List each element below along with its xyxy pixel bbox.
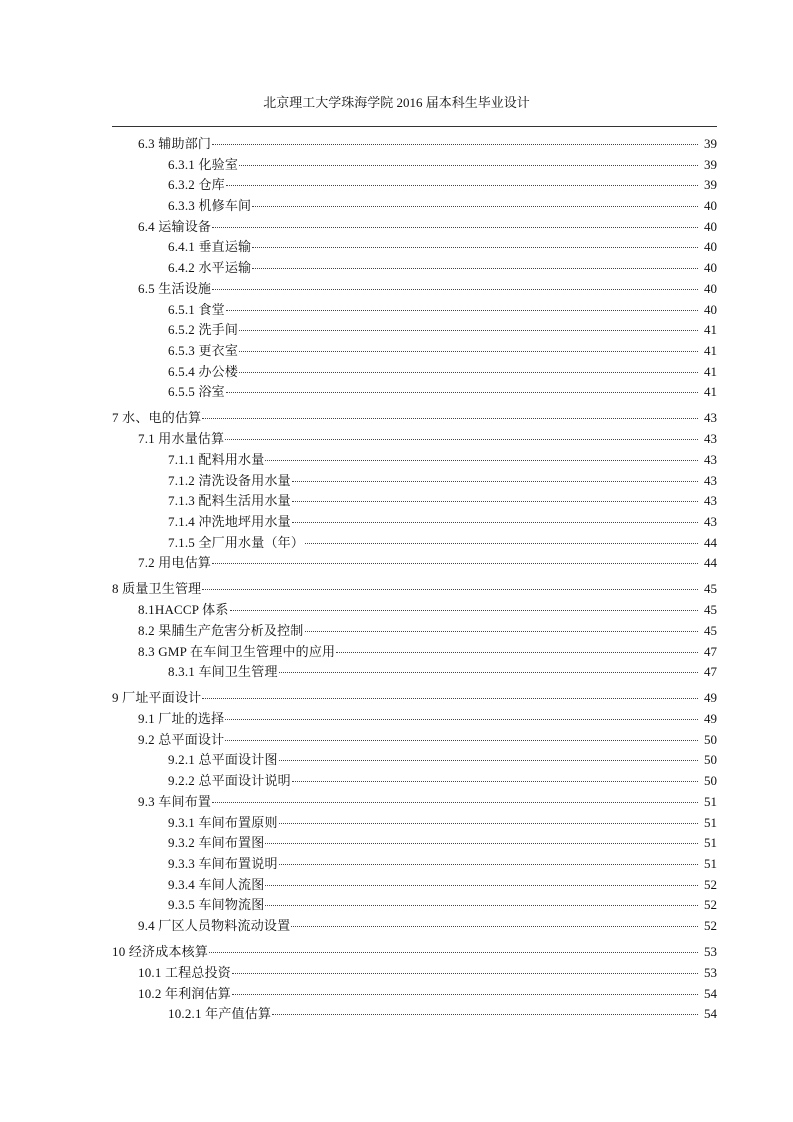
toc-entry[interactable] <box>112 621 717 642</box>
toc-entry-label: 9.3.5 车间物流图 <box>168 897 265 913</box>
toc-entry-label: 9.2.2 总平面设计说明 <box>168 773 291 789</box>
toc-page-number: 41 <box>704 342 717 358</box>
dot-leader <box>292 501 698 502</box>
toc-entry[interactable] <box>112 854 717 875</box>
dot-leader <box>252 206 698 207</box>
toc-entry-label: 7.1.3 配料生活用水量 <box>168 493 291 509</box>
toc-page-number: 44 <box>704 555 717 571</box>
dot-leader <box>225 740 698 741</box>
toc-page-number: 53 <box>704 964 717 980</box>
toc-entry-label: 8.2 果脯生产危害分析及控制 <box>138 622 304 638</box>
toc-page-number: 41 <box>704 384 717 400</box>
toc-entry[interactable] <box>112 279 717 300</box>
toc-entry-label: 9 厂址平面设计 <box>112 690 202 706</box>
dot-leader <box>292 522 698 523</box>
toc-entry-label: 9.1 厂址的选择 <box>138 711 225 727</box>
toc-entry-label: 8 质量卫生管理 <box>112 581 202 597</box>
toc-entry-label: 7.2 用电估算 <box>138 555 212 571</box>
toc-entry[interactable] <box>112 916 717 937</box>
toc-page-number: 47 <box>704 643 717 659</box>
toc-page-number: 43 <box>704 472 717 488</box>
toc-entry-label: 9.4 厂区人员物料流动设置 <box>138 917 291 933</box>
toc-entry[interactable] <box>112 750 717 771</box>
dot-leader <box>239 372 698 373</box>
toc-page-number: 45 <box>704 602 717 618</box>
dot-leader <box>292 481 698 482</box>
toc-entry-label: 6.4 运输设备 <box>138 218 212 234</box>
dot-leader <box>212 227 698 228</box>
toc-entry-label: 6.4.2 水平运输 <box>168 260 252 276</box>
toc-page-number: 49 <box>704 711 717 727</box>
toc-page-number: 39 <box>704 156 717 172</box>
toc-entry[interactable] <box>112 450 717 471</box>
header-rule <box>112 126 717 127</box>
toc-page-number: 40 <box>704 239 717 255</box>
toc-page-number: 49 <box>704 690 717 706</box>
toc-page-number: 41 <box>704 363 717 379</box>
toc-page-number: 40 <box>704 260 717 276</box>
dot-leader <box>279 864 698 865</box>
dot-leader <box>239 165 698 166</box>
toc-entry[interactable] <box>112 175 717 196</box>
toc-entry-label: 6.3.1 化验室 <box>168 156 239 172</box>
toc-page-number: 39 <box>704 136 717 151</box>
running-header: 北京理工大学珠海学院 2016 届本科生毕业设计 <box>263 95 530 110</box>
dot-leader <box>212 289 698 290</box>
toc-chapter-entry[interactable] <box>112 942 717 963</box>
toc-entry[interactable] <box>112 1004 717 1025</box>
toc-entry[interactable] <box>112 895 717 916</box>
toc-entry-label: 10.2.1 年产值估算 <box>168 1006 272 1022</box>
toc-page-number: 51 <box>704 814 717 830</box>
toc-page-number: 50 <box>704 731 717 747</box>
toc-page-number: 51 <box>704 855 717 871</box>
toc-page-number: 44 <box>704 534 717 550</box>
toc-entry-label: 9.3.4 车间人流图 <box>168 876 265 892</box>
toc-page-number: 39 <box>704 177 717 193</box>
toc-entry[interactable] <box>112 730 717 751</box>
dot-leader <box>279 823 698 824</box>
toc-page-number: 40 <box>704 280 717 296</box>
toc-entry[interactable] <box>112 512 717 533</box>
toc-chapter-entry[interactable] <box>112 688 717 709</box>
table-of-contents <box>112 134 717 1025</box>
toc-entry[interactable] <box>112 491 717 512</box>
dot-leader <box>225 719 698 720</box>
toc-entry[interactable] <box>112 217 717 238</box>
toc-entry-label: 7.1.2 清洗设备用水量 <box>168 472 291 488</box>
toc-entry-label: 7.1.4 冲洗地坪用水量 <box>168 513 291 529</box>
toc-entry-label: 6.5.2 洗手间 <box>168 322 239 338</box>
toc-entry-label: 6.3.3 机修车间 <box>168 198 252 214</box>
toc-entry[interactable] <box>112 813 717 834</box>
toc-entry-label: 6.4.1 垂直运输 <box>168 239 252 255</box>
toc-page-number: 54 <box>704 985 717 1001</box>
dot-leader <box>239 330 698 331</box>
dot-leader <box>336 652 698 653</box>
toc-entry[interactable] <box>112 984 717 1005</box>
toc-entry-label: 7.1.5 全厂用水量（年） <box>168 534 305 550</box>
toc-page-number: 41 <box>704 322 717 338</box>
toc-entry[interactable] <box>112 553 717 574</box>
dot-leader <box>202 418 698 419</box>
dot-leader <box>265 843 698 844</box>
dot-leader <box>265 460 698 461</box>
toc-chapter-entry[interactable] <box>112 408 717 429</box>
toc-entry[interactable] <box>112 134 717 155</box>
dot-leader <box>202 589 698 590</box>
toc-page-number: 50 <box>704 773 717 789</box>
toc-entry-label: 7 水、电的估算 <box>112 410 202 426</box>
toc-page-number: 40 <box>704 198 717 214</box>
toc-entry-label: 9.3.3 车间布置说明 <box>168 855 278 871</box>
dot-leader <box>265 885 698 886</box>
toc-entry[interactable] <box>112 709 717 730</box>
toc-page-number: 40 <box>704 301 717 317</box>
toc-page-number: 45 <box>704 581 717 597</box>
dot-leader <box>226 392 698 393</box>
toc-page-number: 52 <box>704 897 717 913</box>
toc-entry-label: 6.5.3 更衣室 <box>168 342 239 358</box>
toc-entry[interactable] <box>112 771 717 792</box>
toc-page-number: 51 <box>704 793 717 809</box>
toc-entry[interactable] <box>112 429 717 450</box>
toc-entry-label: 6.5.4 办公楼 <box>168 363 239 379</box>
dot-leader <box>226 185 698 186</box>
dot-leader <box>252 247 698 248</box>
dot-leader <box>232 973 698 974</box>
toc-page-number: 52 <box>704 917 717 933</box>
toc-entry-label: 6.3.2 仓库 <box>168 177 225 193</box>
dot-leader <box>272 1014 698 1015</box>
dot-leader <box>212 144 698 145</box>
toc-page-number: 43 <box>704 431 717 447</box>
dot-leader <box>226 310 698 311</box>
toc-page-number: 47 <box>704 664 717 680</box>
toc-entry[interactable] <box>112 792 717 813</box>
dot-leader <box>209 952 698 953</box>
toc-entry[interactable] <box>112 320 717 341</box>
toc-entry[interactable] <box>112 341 717 362</box>
toc-entry[interactable] <box>112 833 717 854</box>
toc-entry-label: 10 经济成本核算 <box>112 944 209 960</box>
toc-entry[interactable] <box>112 533 717 554</box>
toc-entry-label: 8.3 GMP 在车间卫生管理中的应用 <box>138 643 336 659</box>
dot-leader <box>239 351 698 352</box>
toc-entry[interactable] <box>112 237 717 258</box>
toc-entry[interactable] <box>112 662 717 683</box>
toc-page-number: 43 <box>704 451 717 467</box>
dot-leader <box>305 543 698 544</box>
dot-leader <box>230 610 698 611</box>
toc-entry[interactable] <box>112 258 717 279</box>
toc-entry[interactable] <box>112 155 717 176</box>
toc-entry[interactable] <box>112 600 717 621</box>
toc-entry-label: 6.5.1 食堂 <box>168 301 225 317</box>
dot-leader <box>279 672 698 673</box>
toc-entry[interactable] <box>112 642 717 663</box>
dot-leader <box>212 802 698 803</box>
toc-page-number: 54 <box>704 1006 717 1022</box>
dot-leader <box>292 781 698 782</box>
toc-entry-label: 8.1HACCP 体系 <box>138 602 229 618</box>
toc-entry-label: 6.3 辅助部门 <box>138 136 212 151</box>
toc-entry-label: 8.3.1 车间卫生管理 <box>168 664 278 680</box>
dot-leader <box>232 994 698 995</box>
toc-entry-label: 9.3 车间布置 <box>138 793 212 809</box>
toc-entry-label: 10.2 年利润估算 <box>138 985 232 1001</box>
dot-leader <box>305 631 698 632</box>
toc-entry[interactable] <box>112 382 717 403</box>
toc-page-number: 43 <box>704 410 717 426</box>
toc-entry[interactable] <box>112 471 717 492</box>
dot-leader <box>202 698 698 699</box>
toc-entry[interactable] <box>112 362 717 383</box>
toc-entry[interactable] <box>112 196 717 217</box>
toc-chapter-entry[interactable] <box>112 579 717 600</box>
toc-page-number: 43 <box>704 493 717 509</box>
toc-page-number: 52 <box>704 876 717 892</box>
toc-entry-label: 6.5.5 浴室 <box>168 384 225 400</box>
toc-entry[interactable] <box>112 963 717 984</box>
toc-entry[interactable] <box>112 875 717 896</box>
toc-entry-label: 7.1 用水量估算 <box>138 431 225 447</box>
toc-page-number: 53 <box>704 944 717 960</box>
toc-page-number: 40 <box>704 218 717 234</box>
dot-leader <box>225 439 698 440</box>
toc-entry-label: 7.1.1 配料用水量 <box>168 451 265 467</box>
toc-entry-label: 9.3.2 车间布置图 <box>168 835 265 851</box>
dot-leader <box>265 905 698 906</box>
toc-entry[interactable] <box>112 300 717 321</box>
toc-entry-label: 9.3.1 车间布置原则 <box>168 814 278 830</box>
toc-page-number: 51 <box>704 835 717 851</box>
toc-entry-label: 9.2.1 总平面设计图 <box>168 752 278 768</box>
toc-entry-label: 6.5 生活设施 <box>138 280 212 296</box>
dot-leader <box>279 760 698 761</box>
dot-leader <box>252 268 698 269</box>
toc-page-number: 50 <box>704 752 717 768</box>
toc-page-number: 43 <box>704 513 717 529</box>
dot-leader <box>212 563 698 564</box>
toc-entry-label: 9.2 总平面设计 <box>138 731 225 747</box>
toc-page-number: 45 <box>704 622 717 638</box>
dot-leader <box>291 926 698 927</box>
toc-entry-label: 10.1 工程总投资 <box>138 964 232 980</box>
